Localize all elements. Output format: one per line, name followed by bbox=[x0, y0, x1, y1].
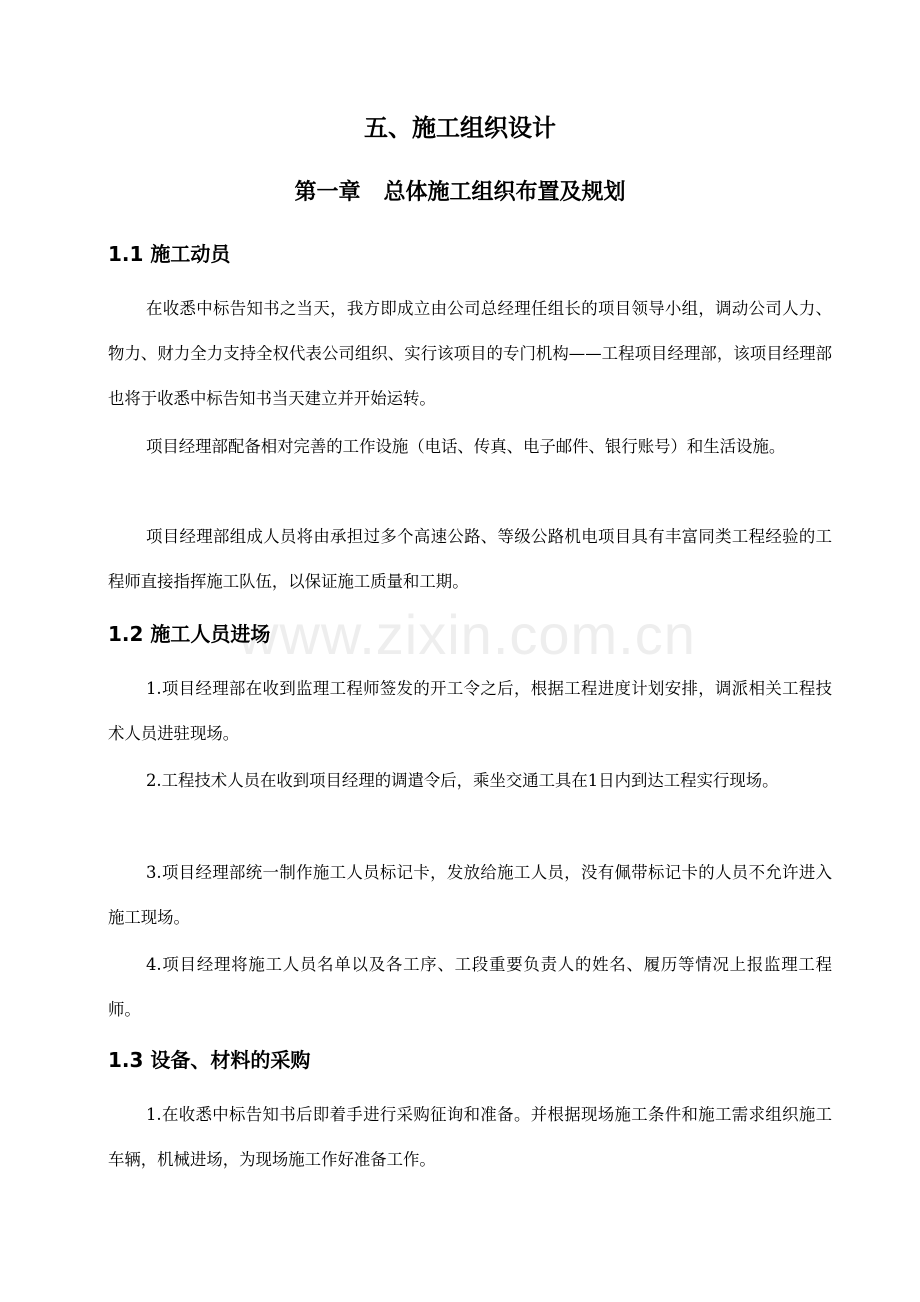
paragraph: 1.在收悉中标告知书后即着手进行采购征询和准备。并根据现场施工条件和施工需求组织施工车辆，机械进场，为现场施工作好准备工作。 bbox=[108, 1105, 832, 1169]
watermark: www.zixin.com.cn bbox=[238, 603, 696, 666]
section-heading-1-3: 1.3 设备、材料的采购 bbox=[108, 1048, 311, 1072]
document-title: 五、施工组织设计 bbox=[364, 114, 556, 142]
paragraph: 在收悉中标告知书之当天，我方即成立由公司总经理任组长的项目领导小组，调动公司人力、物力、财力全力支持全权代表公司组织、实行该项目的专门机构——工程项目经理部，该项目经理部也将于收悉中标告知书当天建立并开始运转。 bbox=[108, 299, 832, 408]
paragraph: 3.项目经理部统一制作施工人员标记卡，发放给施工人员，没有佩带标记卡的人员不允许进入施工现场。 bbox=[108, 863, 832, 927]
paragraph: 1.项目经理部在收到监理工程师签发的开工令之后，根据工程进度计划安排，调派相关工程技术人员进驻现场。 bbox=[108, 679, 832, 743]
paragraph: 项目经理部配备相对完善的工作设施（电话、传真、电子邮件、银行账号）和生活设施。 bbox=[146, 437, 786, 456]
section-heading-1-2: 1.2 施工人员进场 bbox=[108, 622, 271, 646]
section-heading-1-1: 1.1 施工动员 bbox=[108, 242, 231, 266]
chapter-title: 第一章 总体施工组织布置及规划 bbox=[294, 180, 626, 205]
paragraph: 2.工程技术人员在收到项目经理的调遣令后，乘坐交通工具在1日内到达工程实行现场。 bbox=[146, 771, 779, 790]
paragraph: 项目经理部组成人员将由承担过多个高速公路、等级公路机电项目具有丰富同类工程经验的工程师直接指挥施工队伍，以保证施工质量和工期。 bbox=[108, 527, 832, 591]
paragraph: 4.项目经理将施工人员名单以及各工序、工段重要负责人的姓名、履历等情况上报监理工程师。 bbox=[108, 955, 832, 1019]
